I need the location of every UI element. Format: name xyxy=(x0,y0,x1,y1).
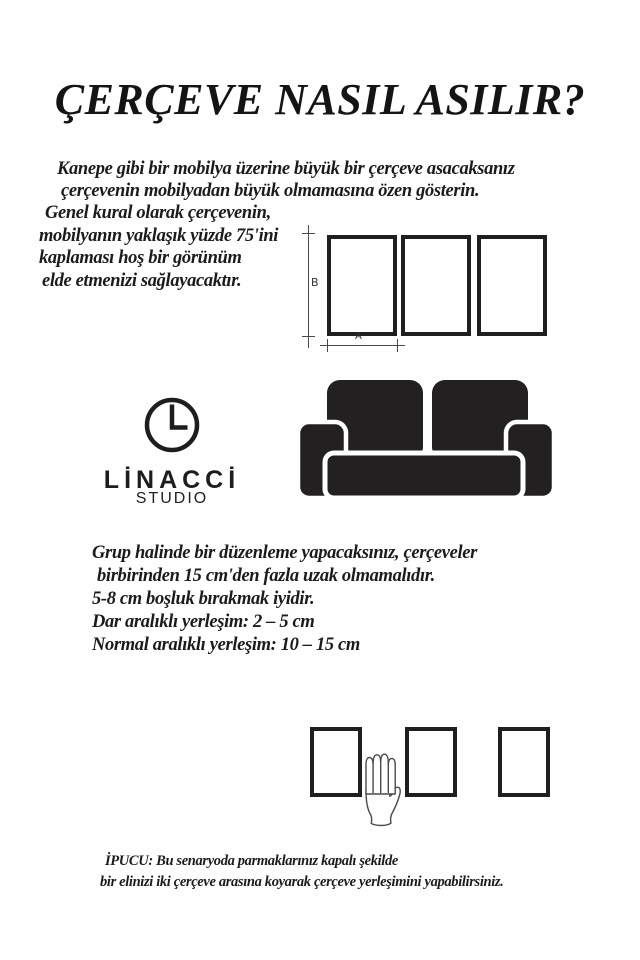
rule-line: kaplaması hoş bir görünüm xyxy=(39,248,242,268)
width-dimension-tick xyxy=(397,339,398,352)
spacing-line: Normal aralıklı yerleşim: 10 – 15 cm xyxy=(92,635,360,655)
rule-line: mobilyanın yaklaşık yüzde 75'ini xyxy=(39,225,279,246)
tip-line: bir elinizi iki çerçeve arasına koyarak çerçeve yerleşimini yapabilirsiniz. xyxy=(100,874,504,890)
diagram-frame-3 xyxy=(477,235,547,336)
clock-icon xyxy=(143,396,201,454)
tip-line: İPUCU: Bu senaryoda parmaklarınız kapalı şekilde xyxy=(105,853,398,869)
logo-name: LİNACCİ xyxy=(103,466,241,494)
diagram-frame-1 xyxy=(327,235,397,336)
spacing-line: 5-8 cm boşluk bırakmak iyidir. xyxy=(92,589,315,609)
logo-subtitle: STUDIO xyxy=(135,490,209,507)
bottom-frame-3 xyxy=(498,727,550,797)
width-dimension-line xyxy=(320,345,405,346)
rule-paragraph xyxy=(39,202,278,292)
sofa-icon xyxy=(296,374,556,501)
width-dimension-label: A xyxy=(355,331,362,342)
intro-line: çerçevenin mobilyadan büyük olmamasına özen gösterin. xyxy=(61,181,480,201)
spacing-line: Dar aralıklı yerleşim: 2 – 5 cm xyxy=(92,612,315,632)
height-dimension-label: B xyxy=(311,276,319,289)
bottom-frame-1 xyxy=(310,727,362,797)
height-dimension-line xyxy=(308,225,309,348)
diagram-frame-2 xyxy=(401,235,471,336)
height-dimension-tick xyxy=(302,233,315,234)
bottom-frame-2 xyxy=(405,727,457,797)
rule-line: Genel kural olarak çerçevenin, xyxy=(45,203,271,223)
spacing-line: Grup halinde bir düzenleme yapacaksınız, çerçeveler xyxy=(92,543,478,563)
tip-paragraph xyxy=(100,851,503,893)
intro-line: Kanepe gibi bir mobilya üzerine büyük bir çerçeve asacaksanız xyxy=(57,159,515,179)
spacing-line: birbirinden 15 cm'den fazla uzak olmamalıdır. xyxy=(97,566,435,586)
hand-icon xyxy=(363,748,403,827)
intro-paragraph xyxy=(57,158,515,202)
rule-line: elde etmenizi sağlayacaktır. xyxy=(42,270,242,291)
width-dimension-tick xyxy=(327,339,328,352)
page-title: ÇERÇEVE NASIL ASILIR? xyxy=(54,75,586,124)
height-dimension-tick xyxy=(302,336,315,337)
spacing-paragraph xyxy=(92,542,477,657)
